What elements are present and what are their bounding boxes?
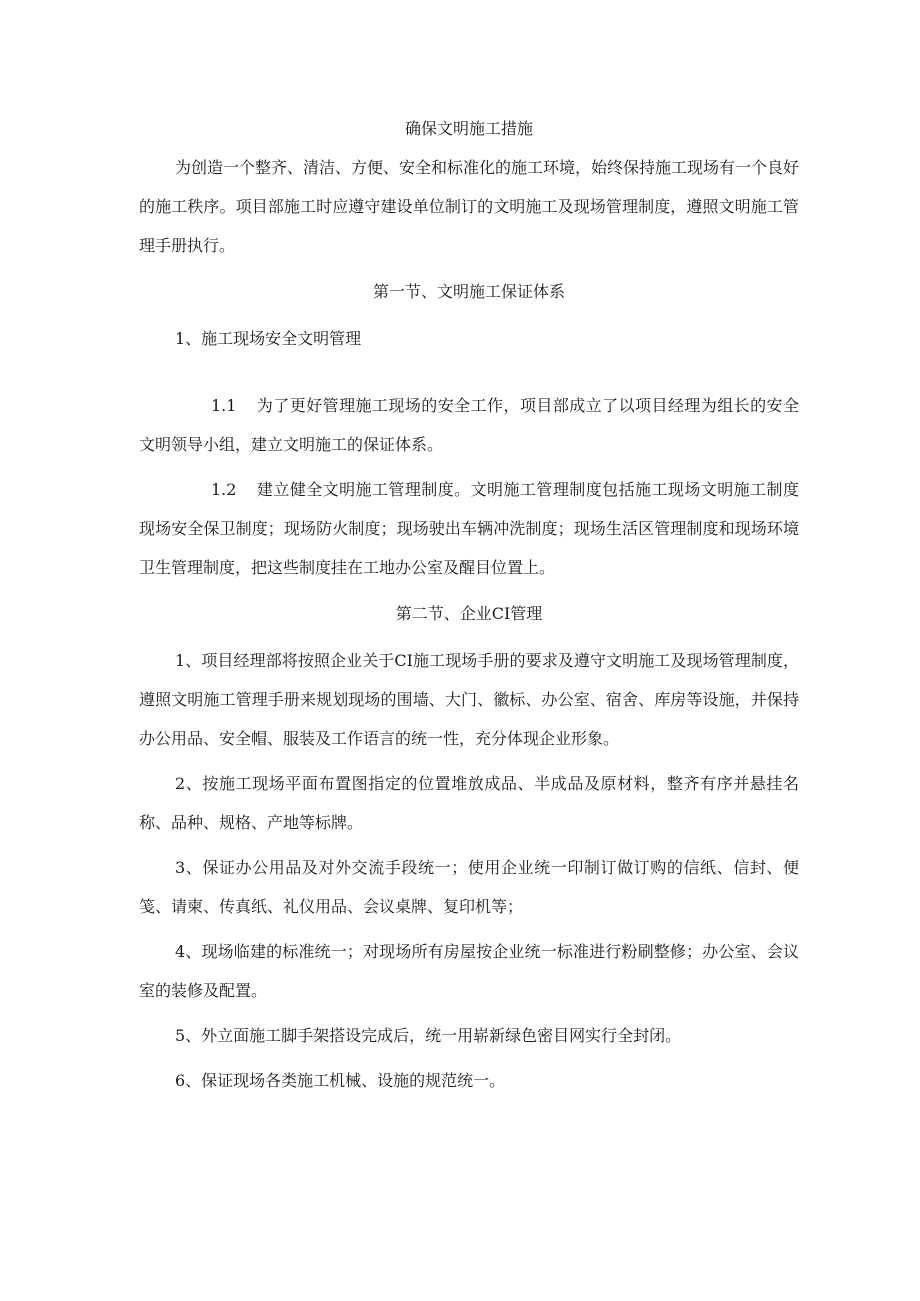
document-body: [139, 116, 799, 1106]
section-2-item-3: 3、保证办公用品及对外交流手段统一；使用企业统一印制订做订购的信纸、信封、便笺、请柬、传真纸、礼仪用品、会议桌牌、复印机等；: [139, 858, 799, 916]
item-number: 1.1: [211, 396, 237, 415]
intro-paragraph: 为创造一个整齐、清洁、方便、安全和标准化的施工环境，始终保持施工现场有一个良好的施工秩序。项目部施工时应遵守建设单位制订的文明施工及现场管理制度，遵照文明施工管理手册执行。: [139, 158, 800, 255]
item-text: 为了更好管理施工现场的安全工作，项目部成立了以项目经理为组长的安全文明领导小组，建立文明施工的保证体系。: [139, 396, 799, 454]
section-2-item-5: 5、外立面施工脚手架搭设完成后，统一用崭新绿色密目网实行全封闭。: [175, 1026, 682, 1045]
section-2-heading: 第二节、企业CI管理: [395, 604, 543, 623]
section-2-item-6: 6、保证现场各类施工机械、设施的规范统一。: [175, 1071, 506, 1090]
section-1-heading: 第一节、文明施工保证体系: [372, 282, 565, 301]
document-title: 确保文明施工措施: [404, 119, 533, 138]
section-2-item-2: 2、按施工现场平面布置图指定的位置堆放成品、半成品及原材料，整齐有序并悬挂名称、品种、规格、产地等标牌。: [139, 774, 799, 832]
section-1-item-1-2: [139, 470, 799, 587]
section-2-item-1: 1、项目经理部将按照企业关于CI施工现场手册的要求及遵守文明施工及现场管理制度，遵照文明施工管理手册来规划现场的围墙、大门、徽标、办公室、宿舍、库房等设施，并保持办公用品、安全帽、服装及工作语言的统一性，充分体现企业形象。: [139, 651, 799, 748]
section-1-item-1-1: [139, 386, 799, 464]
item-number: 1.2: [211, 480, 237, 499]
section-2-item-4: 4、现场临建的标准统一；对现场所有房屋按企业统一标准进行粉刷整修；办公室、会议室的装修及配置。: [139, 942, 799, 1000]
item-text: 建立健全文明施工管理制度。文明施工管理制度包括施工现场文明施工制度现场安全保卫制度；现场防火制度；现场驶出车辆冲洗制度；现场生活区管理制度和现场环境卫生管理制度，把这些制度挂在工地办公室及醒目位置上。: [139, 480, 799, 577]
section-1-subheading: 1、施工现场安全文明管理: [175, 329, 362, 348]
